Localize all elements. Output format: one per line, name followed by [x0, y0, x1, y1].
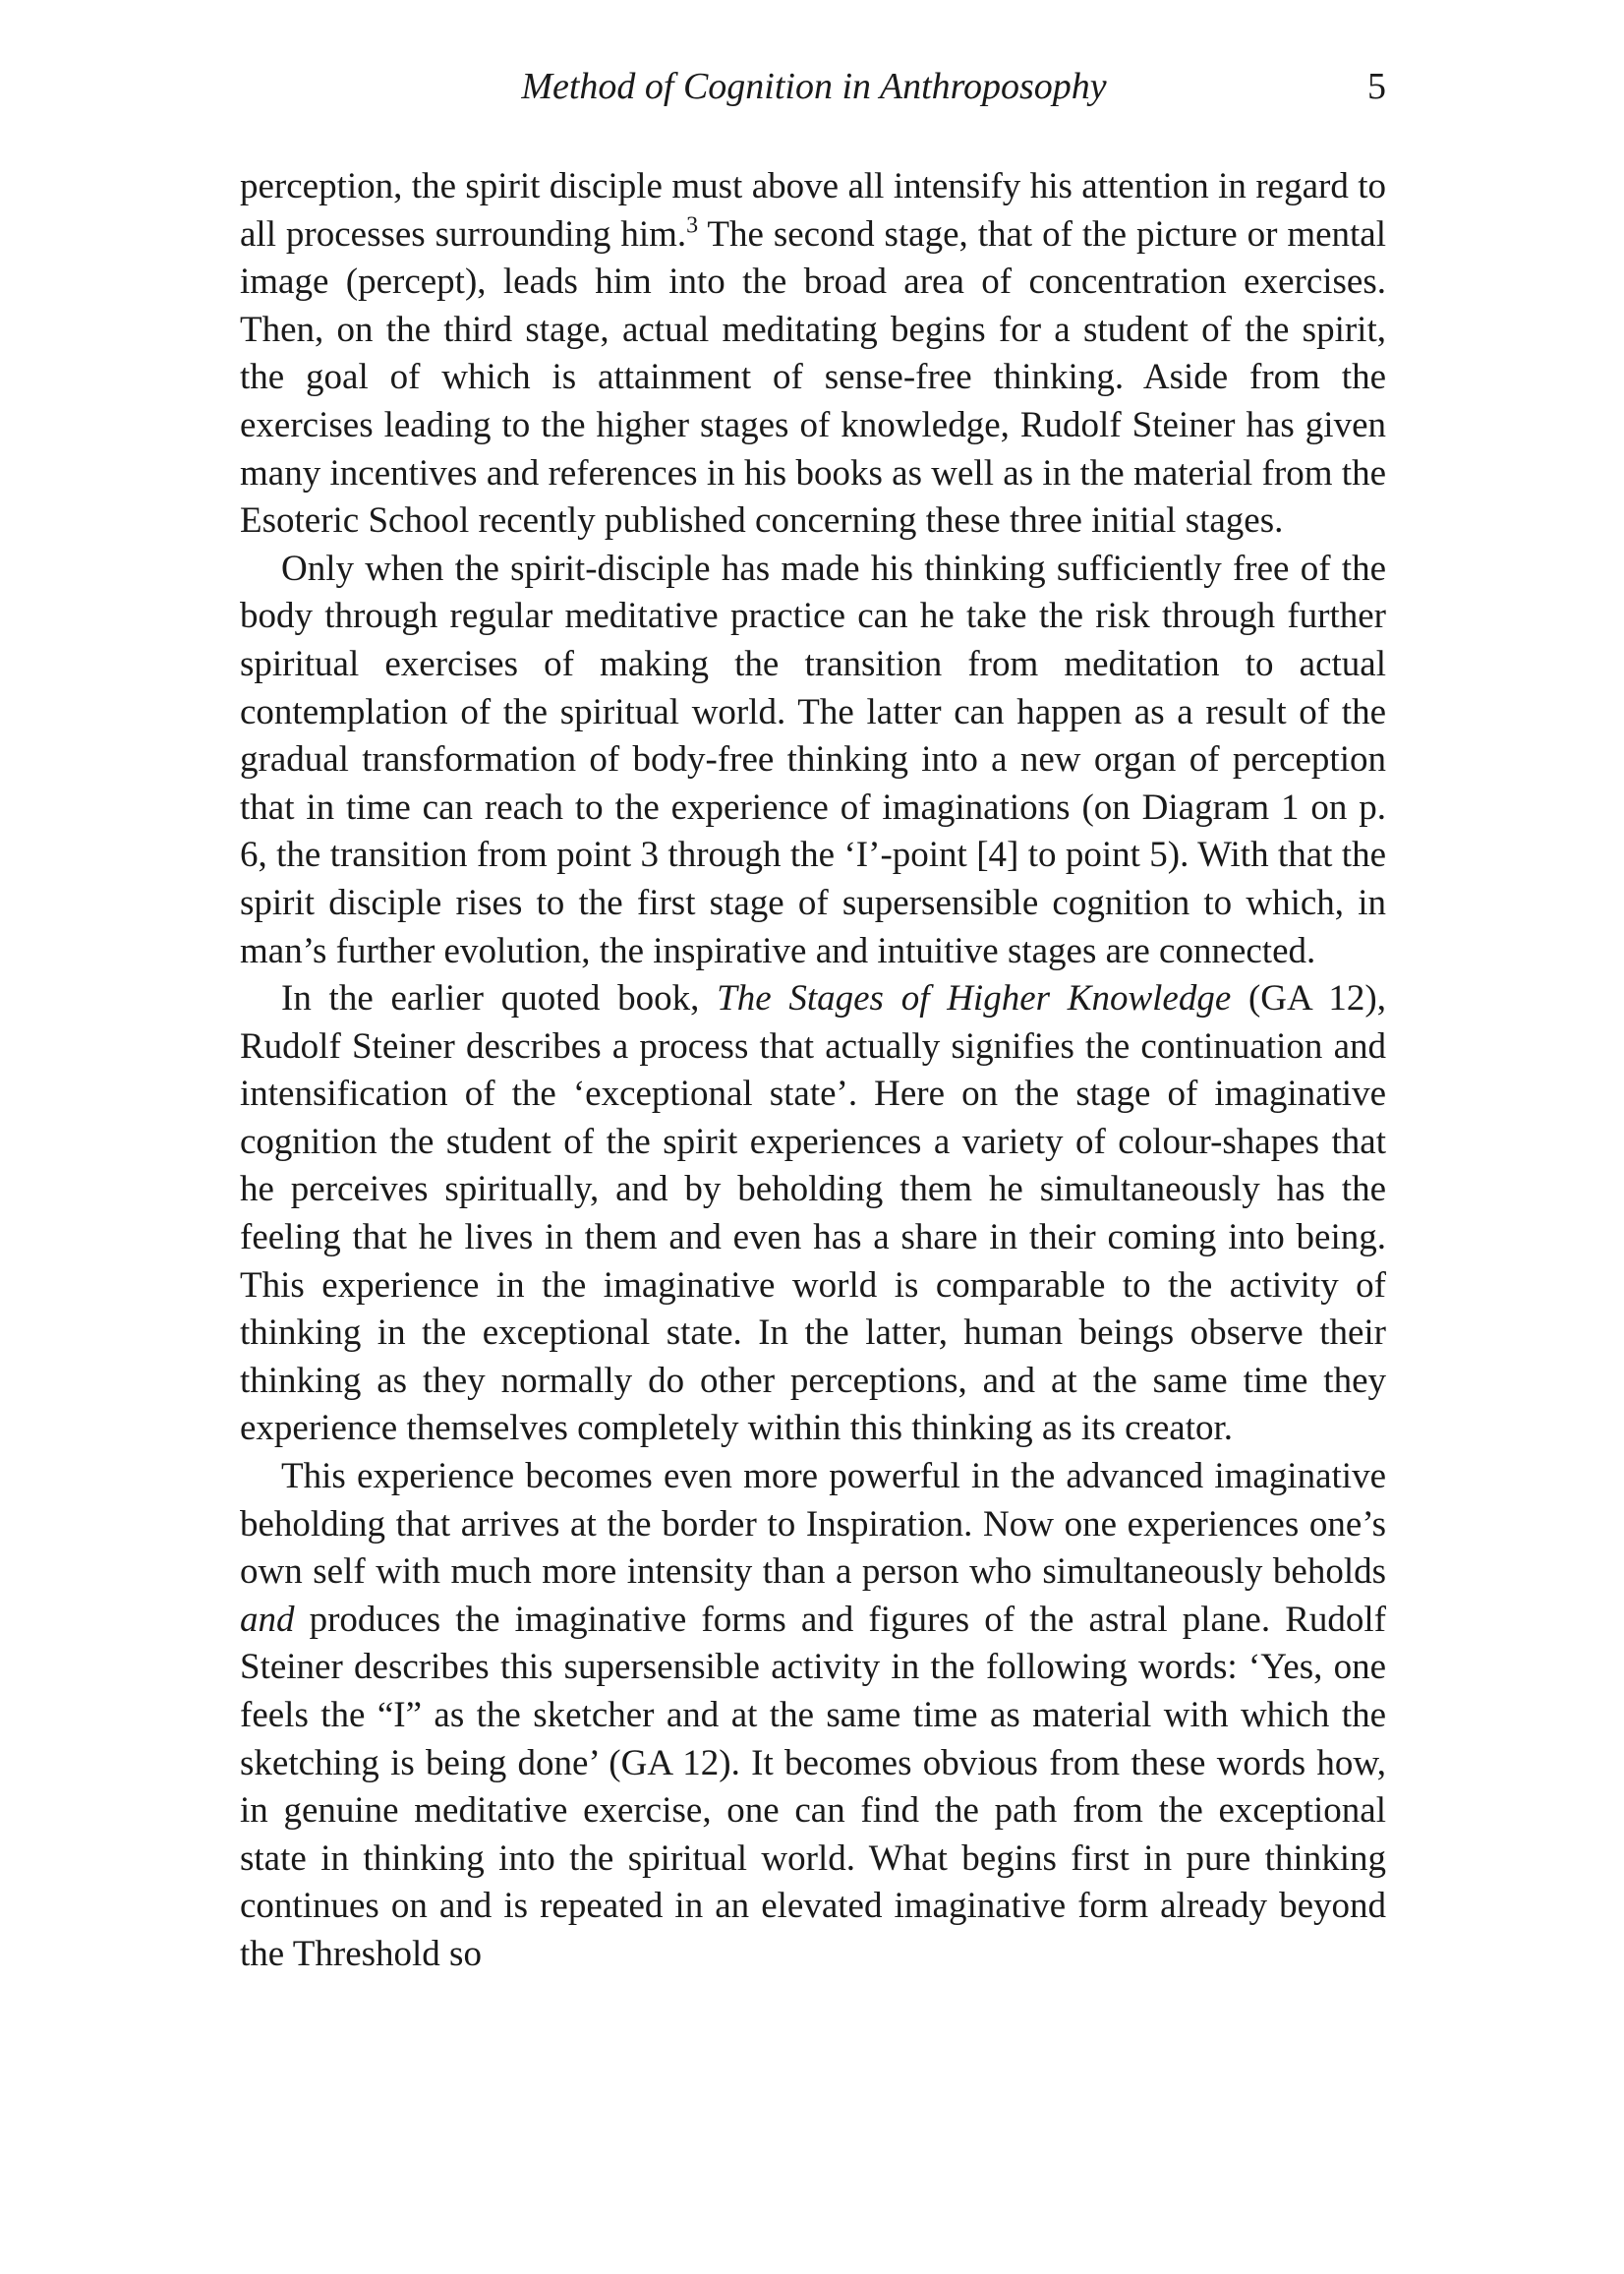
text-segment: produces the imaginative forms and figures of the astral plane. Rudolf Steiner describes this supersensible activity in the following words: ‘Yes, one feels the “I” as the sketcher and at the same time as material with which the sketching is being done’ (GA 12). It becomes obvious from these words how, in genuine meditative exercise, one can find the path from the exceptional state in thinking into the spiritual world. What begins first in pure thinking continues on and is repeated in an elevated imaginative form already beyond the Threshold so [240, 1599, 1386, 1974]
text-segment: The second stage, that of the picture or mental image (percept), leads him into the broad area of concentration exercises. Then, on the third stage, actual meditating begins for a student of the spirit, the goal of which is attainment of sense-free thinking. Aside from the exercises leading to the higher stages of knowledge, Rudolf Steiner has given many incentives and references in his books as well as in the material from the Esoteric School recently published concerning these three initial stages. [240, 213, 1387, 542]
paragraph [240, 1453, 1386, 1979]
paragraph [240, 975, 1386, 1453]
footnote-ref: 3 [686, 212, 699, 239]
text-segment: Only when the spirit-disciple has made his thinking sufficiently free of the body through regular meditative practice can he take the risk through further spiritual exercises of making the transition from meditation to actual contemplation of the spiritual world. The latter can happen as a result of the gradual transformation of body-free thinking into a new organ of perception that in time can reach to the experience of imaginations (on Diagram 1 on p. 6, the transition from point 3 through the ‘I’-point [4] to point 5). With that the spirit disciple rises to the first stage of supersensible cognition to which, in man’s further evolution, the inspirative and intuitive stages are connected. [240, 548, 1386, 971]
page-number: 5 [1367, 66, 1386, 107]
paragraph [240, 546, 1386, 975]
body-text [240, 163, 1386, 1979]
page-header [242, 61, 1386, 112]
running-title: Method of Cognition in Anthroposophy [521, 66, 1107, 107]
text-segment: perception, the spirit disciple must above all intensify his attention in regard to all processes surrounding him. [240, 166, 1386, 255]
paragraph [240, 163, 1386, 546]
text-segment: In the earlier quoted book, [281, 978, 718, 1020]
book-title: The Stages of Higher Knowledge [717, 978, 1232, 1020]
text-segment: (GA 12), Rudolf Steiner describes a process that actually signifies the continuation and intensification of the ‘exceptional state’. Here on the stage of imaginative cognition the student of the spirit experiences a variety of colour-shapes that he perceives spiritually, and by beholding them he simultaneously has the feeling that he lives in them and even has a share in their coming into being. This experience in the imaginative world is comparable to the activity of thinking in the exceptional state. In the latter, human beings observe their thinking as they normally do other perceptions, and at the same time they experience themselves completely within this thinking as its creator. [240, 978, 1387, 1449]
text-segment: This experience becomes even more powerful in the advanced imaginative beholding that arrives at the border to Inspiration. Now one experiences one’s own self with much more intensity than a person who simultaneously beholds [240, 1456, 1386, 1593]
emphasis: and [240, 1599, 295, 1640]
